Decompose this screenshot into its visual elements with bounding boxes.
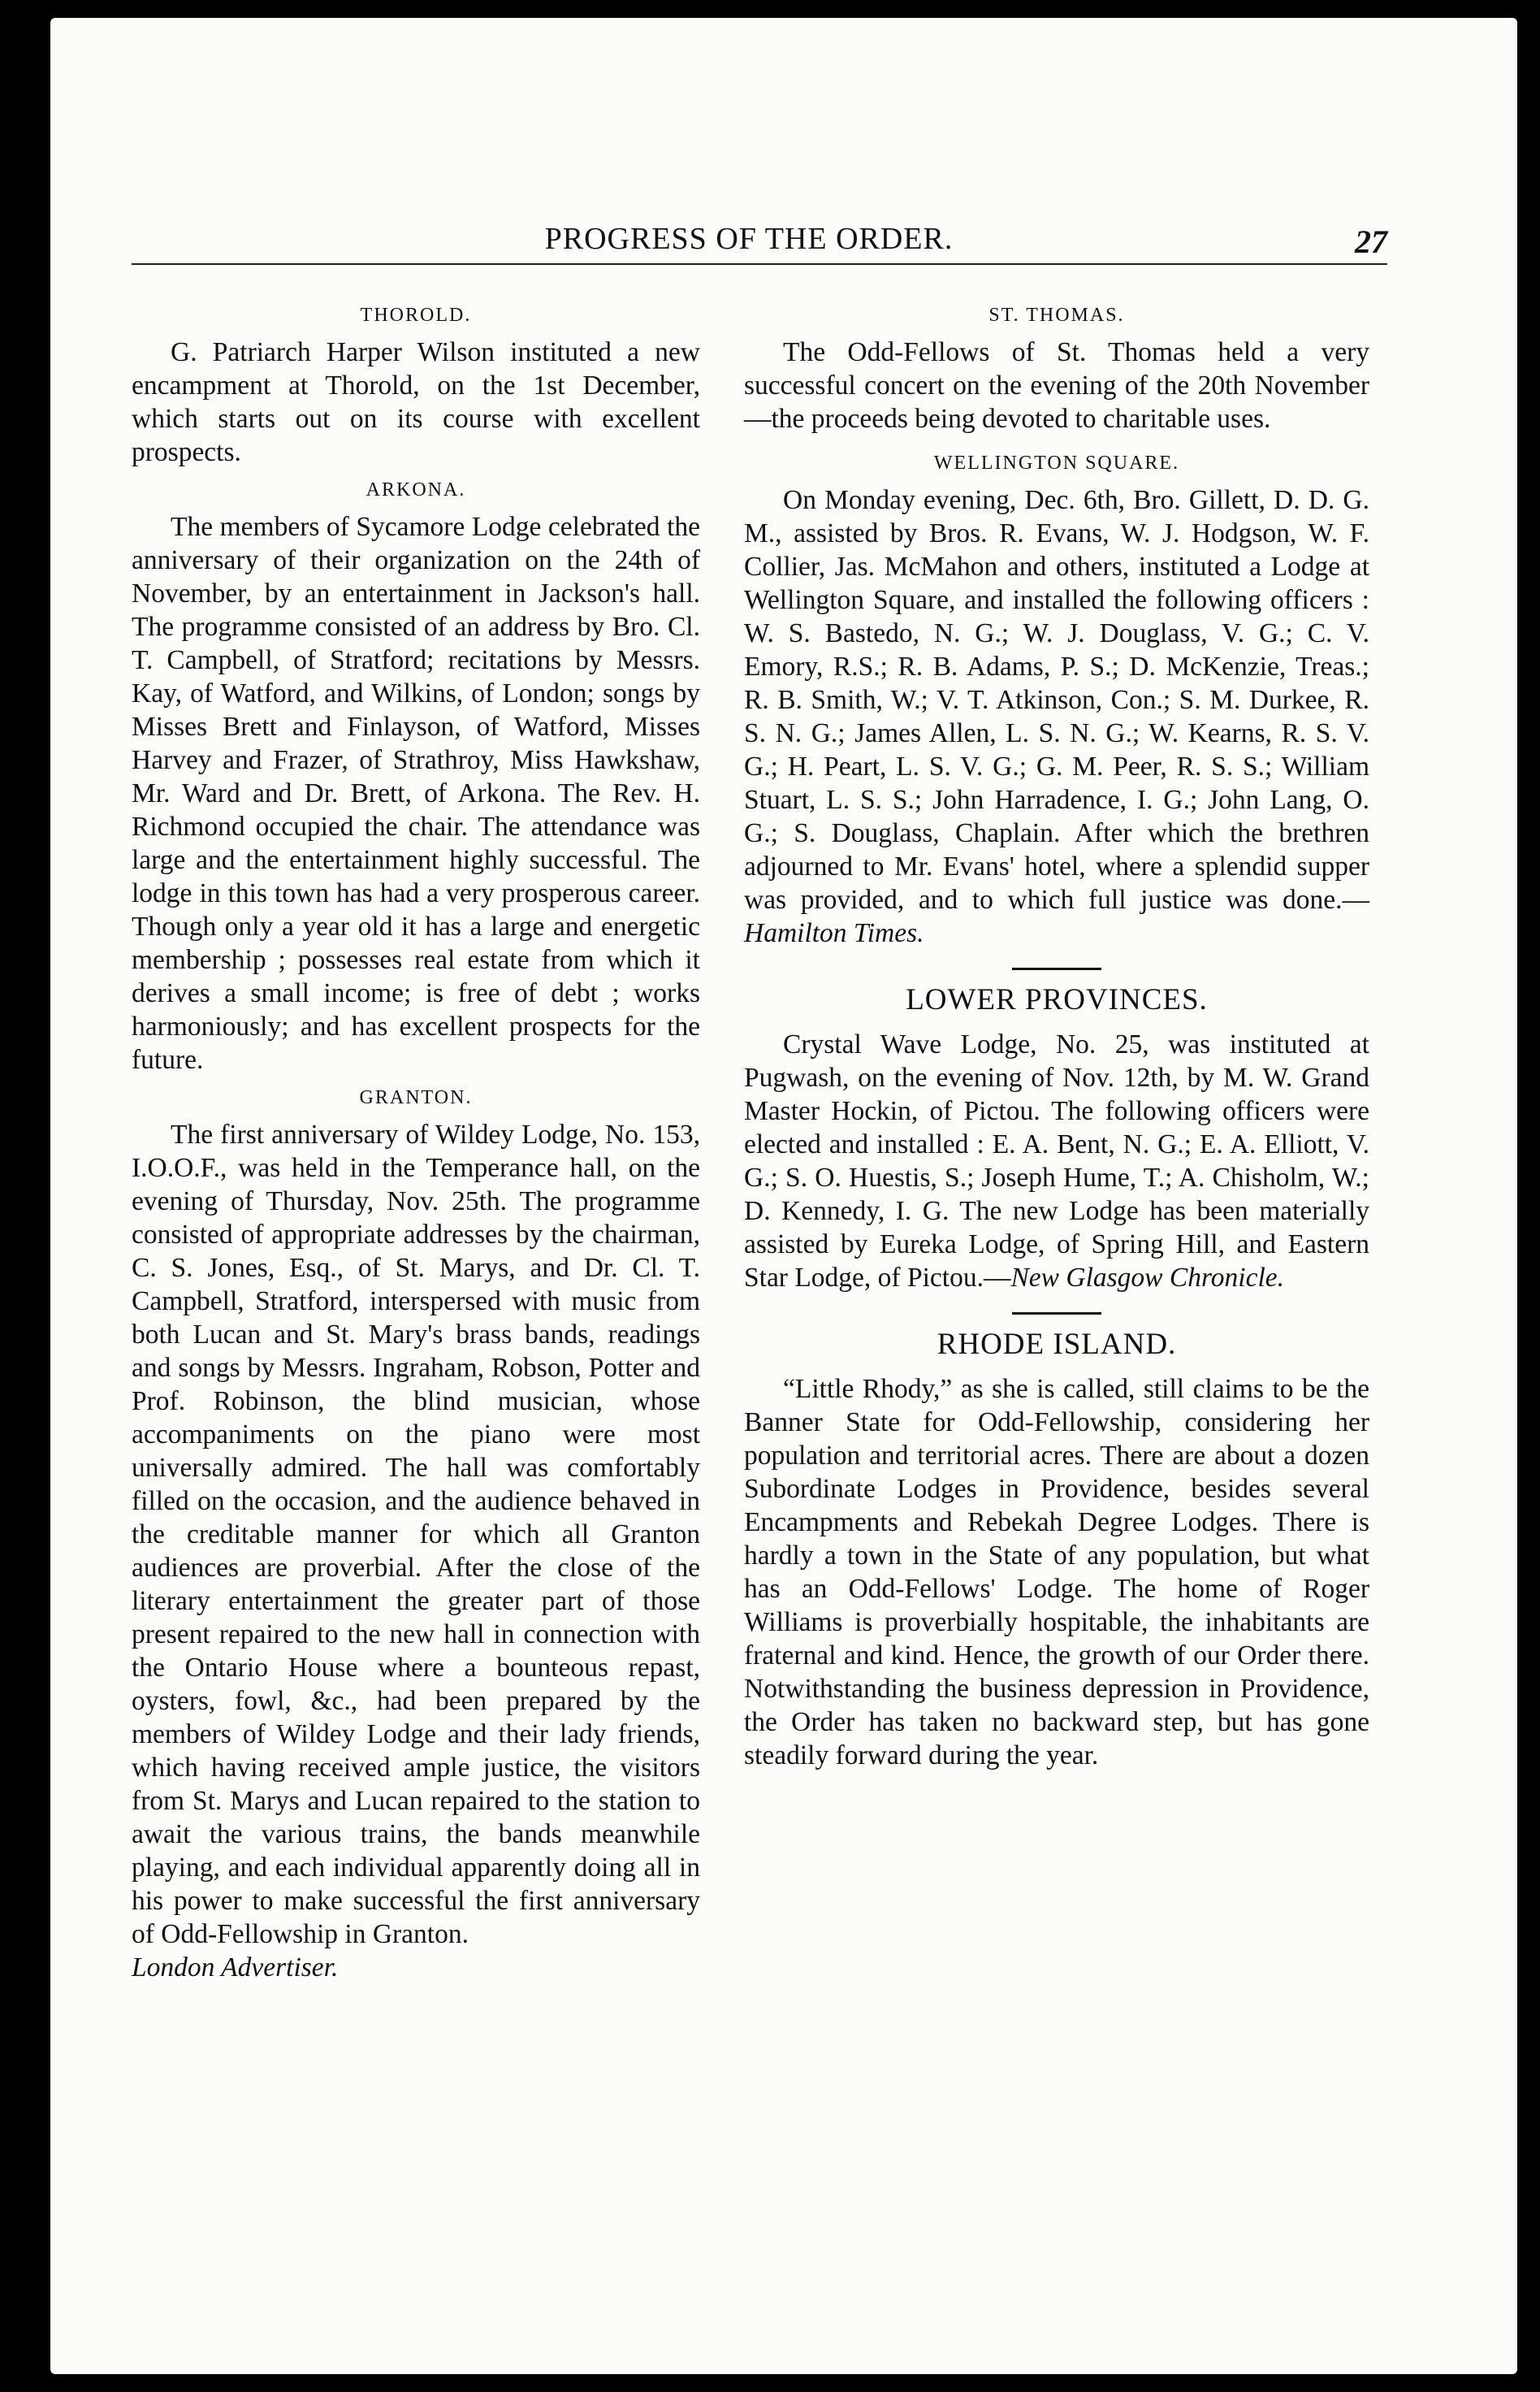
paragraph-lower-provinces bbox=[744, 1028, 1369, 1294]
section-heading-st-thomas: ST. THOMAS. bbox=[988, 305, 1125, 326]
right-column bbox=[744, 294, 1369, 1772]
page-number: 27 bbox=[1355, 223, 1387, 260]
page-title: PROGRESS OF THE ORDER. bbox=[544, 222, 954, 256]
wellington-text: On Monday evening, Dec. 6th, Bro. Gillett, D. D. G. M., assisted by Bros. R. Evans, W. J. Hodgson, W. F. Collier, Jas. McMahon and others, instituted a Lodge at Wellington Square, and installed the following officers : W. S. Bastedo, N. G.; W. J. Douglass, V. G.; C. V. Emory, R.S.; R. B. Adams, P. S.; D. McKenzie, Treas.; R. B. Smith, W.; V. T. Atkinson, Con.; S. M. Durkee, R. S. N. G.; James Allen, L. S. N. G.; W. Kearns, R. S. V. G.; H. Peart, L. S. V. G.; G. M. Peer, R. S. S.; William Stuart, L. S. S.; John Harradence, I. G.; John Lang, O. G.; S. Douglass, Chaplain. After which the brethren adjourned to Mr. Evans' hotel, where a splendid supper was provided, and to which full justice was done.— bbox=[744, 485, 1369, 915]
running-head bbox=[132, 198, 1387, 271]
section-heading-thorold: THOROLD. bbox=[360, 305, 472, 326]
section-divider bbox=[1012, 1312, 1101, 1315]
paragraph-thorold: G. Patriarch Harper Wilson instituted a new encampment at Thorold, on the 1st December, which starts out on its course with excellent prospects. bbox=[132, 337, 700, 467]
section-heading-granton: GRANTON. bbox=[359, 1087, 473, 1108]
granton-source: London Advertiser. bbox=[132, 1952, 339, 1982]
header-rule bbox=[132, 263, 1387, 265]
paragraph-granton bbox=[132, 1118, 700, 1984]
section-heading-rhode-island: RHODE ISLAND. bbox=[937, 1328, 1177, 1361]
book-page bbox=[50, 18, 1517, 2374]
lower-provinces-text: Crystal Wave Lodge, No. 25, was instituted at Pugwash, on the evening of Nov. 12th, by M. W. Grand Master Hockin, of Pictou. The following officers were elected and installed : E. A. Bent, N. G.; E. A. Elliott, V. G.; S. O. Huestis, S.; Joseph Hume, T.; A. Chisholm, W.; D. Kennedy, I. G. The new Lodge has been materially assisted by Eureka Lodge, of Spring Hill, and Eastern Star Lodge, of Pictou.— bbox=[744, 1029, 1369, 1293]
paragraph-rhode-island: “Little Rhody,” as she is called, still claims to be the Banner State for Odd-Fellowship, considering her population and territorial acres. There are about a dozen Subordinate Lodges in Providence, besides several Encampments and Rebekah Degree Lodges. There is hardly a town in the State of any population, but what has an Odd-Fellows' Lodge. The home of Roger Williams is proverbially hospitable, the inhabitants are fraternal and kind. Hence, the growth of our Order there. Notwithstanding the business depression in Providence, the Order has taken no backward step, but has gone steadily forward during the year. bbox=[744, 1374, 1369, 1770]
granton-text: The first anniversary of Wildey Lodge, No. 153, I.O.O.F., was held in the Temperance hall, on the evening of Thursday, Nov. 25th. The programme consisted of appropriate addresses by the chairman, C. S. Jones, Esq., of St. Marys, and Dr. Cl. T. Campbell, Stratford, interspersed with music from both Lucan and St. Mary's brass bands, readings and songs by Messrs. Ingraham, Robson, Potter and Prof. Robinson, the blind musician, whose accompaniments on the piano were most universally admired. The hall was comfortably filled on the occasion, and the audience behaved in the creditable manner for which all Granton audiences are proverbial. After the close of the literary entertainment the greater part of those present repaired to the new hall in connection with the Ontario House where a bounteous repast, oysters, fowl, &c., had been prepared by the members of Wildey Lodge and their lady friends, which having received ample justice, the visitors from St. Marys and Lucan repaired to the station to await the various trains, the bands meanwhile playing, and each individual apparently doing all in his power to make successful the first anniversary of Odd-Fellowship in Granton. bbox=[132, 1120, 700, 1949]
paragraph-wellington bbox=[744, 483, 1369, 950]
section-heading-wellington: WELLINGTON SQUARE. bbox=[933, 453, 1180, 474]
wellington-source: Hamilton Times. bbox=[744, 918, 924, 948]
section-heading-arkona: ARKONA. bbox=[366, 479, 466, 500]
left-column bbox=[132, 294, 700, 1984]
paragraph-arkona: The members of Sycamore Lodge celebrated the anniversary of their organization on the 24th of November, by an entertainment in Jackson's hall. The programme consisted of an address by Bro. Cl. T. Campbell, of Stratford; recitations by Messrs. Kay, of Watford, and Wilkins, of London; songs by Misses Brett and Finlayson, of Watford, Misses Harvey and Frazer, of Strathroy, Miss Hawkshaw, Mr. Ward and Dr. Brett, of Arkona. The Rev. H. Richmond occupied the chair. The attendance was large and the entertainment highly successful. The lodge in this town has had a very prosperous career. Though only a year old it has a large and energetic membership ; possesses real estate from which it derives a small income; is free of debt ; works harmoniously; and has excellent prospects for the future. bbox=[132, 512, 700, 1075]
paragraph-st-thomas: The Odd-Fellows of St. Thomas held a very successful concert on the evening of the 20th November—the proceeds being devoted to charitable uses. bbox=[744, 337, 1369, 434]
section-divider bbox=[1012, 968, 1101, 970]
lower-provinces-source: New Glasgow Chronicle. bbox=[1010, 1263, 1285, 1293]
section-heading-lower-provinces: LOWER PROVINCES. bbox=[906, 983, 1208, 1016]
